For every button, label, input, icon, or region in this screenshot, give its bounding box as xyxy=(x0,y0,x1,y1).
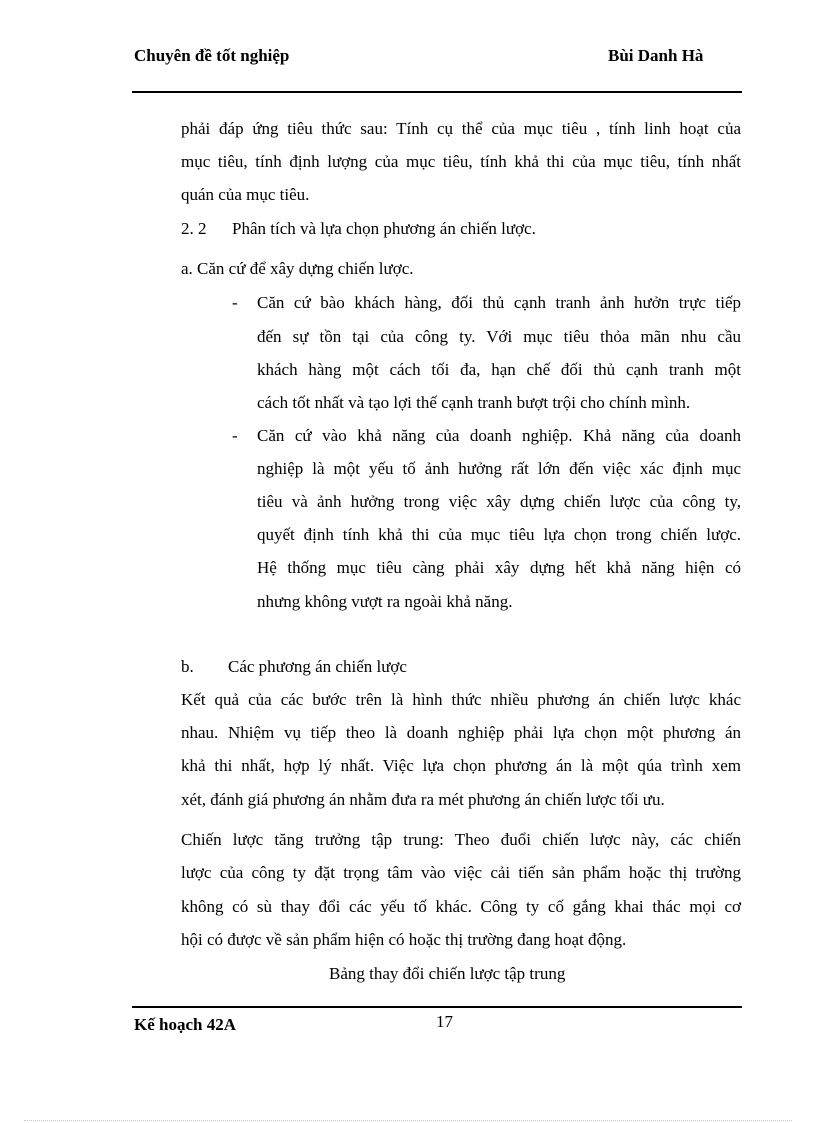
para-b-line-2: nhau. Nhiệm vụ tiếp theo là doanh nghiệp phải lựa chọn một phương án xyxy=(181,723,741,742)
subsection-b-title: Các phương án chiến lược xyxy=(228,657,407,676)
para-b-line-1: Kết quả của các bước trên là hình thức nhiều phương án chiến lược khác xyxy=(181,690,741,709)
bullet2-line-6: nhưng không vượt ra ngoài khả năng. xyxy=(257,592,513,611)
footer-rule xyxy=(132,1006,742,1008)
header-right: Bùi Danh Hà xyxy=(608,46,704,65)
page-edge-divider xyxy=(24,1120,792,1121)
header-rule xyxy=(132,91,742,93)
para-b-line-4: xét, đánh giá phương án nhằm đưa ra mét phương án chiến lược tối ưu. xyxy=(181,790,665,809)
para-b-line-3: khả thi nhất, hợp lý nhất. Việc lựa chọn phương án là một qúa trình xem xyxy=(181,756,741,775)
table-caption: Bảng thay đổi chiến lược tập trung xyxy=(329,964,566,983)
bullet1-line-1: Căn cứ bào khách hàng, đối thủ cạnh tranh ảnh hưởn trực tiếp xyxy=(257,293,741,312)
bullet1-line-4: cách tốt nhất và tạo lợi thế cạnh tranh bượt trội cho chính mình. xyxy=(257,393,691,412)
para-c-line-2: lược của công ty đặt trọng tâm vào việc cải tiến sản phẩm hoặc thị trường xyxy=(181,863,741,882)
para-c-line-3: không có sù thay đổi các yếu tố khác. Công ty cố gắng khai thác mọi cơ xyxy=(181,897,741,916)
intro-line-3: quán của mục tiêu. xyxy=(181,185,310,204)
para-c-line-1: Chiến lược tăng trưởng tập trung: Theo đuổi chiến lược này, các chiến xyxy=(181,830,741,849)
subsection-a-heading: a. Căn cứ để xây dựng chiến lược. xyxy=(181,259,414,278)
bullet2-line-3: tiêu và ảnh hưởng trong việc xây dựng chiến lược của công ty, xyxy=(257,492,741,511)
header-left: Chuyên đề tốt nghiệp xyxy=(134,46,290,65)
footer-left: Kế hoạch 42A xyxy=(134,1015,236,1034)
bullet2-line-2: nghiệp là một yếu tố ảnh hưởng rất lớn đến việc xác định mục xyxy=(257,459,741,478)
bullet1-line-3: khách hàng một cách tối đa, hạn chế đối thủ cạnh tranh một xyxy=(257,360,741,379)
bullet1-line-2: đến sự tồn tại của công ty. Với mục tiêu thỏa mãn nhu cầu xyxy=(257,327,741,346)
page-number: 17 xyxy=(436,1012,453,1031)
intro-line-1: phải đáp ứng tiêu thức sau: Tính cụ thể của mục tiêu , tính linh hoạt của xyxy=(181,119,741,138)
bullet2-line-5: Hệ thống mục tiêu càng phải xây dựng hết khả năng hiện có xyxy=(257,558,741,577)
bullet2-line-4: quyết định tính khả thi của mục tiêu lựa chọn trong chiến lược. xyxy=(257,525,741,544)
section-number: 2. 2 xyxy=(181,219,207,238)
subsection-b-letter: b. xyxy=(181,657,194,676)
bullet2-line-1: Căn cứ vào khả năng của doanh nghiệp. Khả năng của doanh xyxy=(257,426,741,445)
bullet-marker: - xyxy=(232,293,238,312)
section-title: Phân tích và lựa chọn phương án chiến lược. xyxy=(232,219,536,238)
intro-line-2: mục tiêu, tính định lượng của mục tiêu, tính khả thi của mục tiêu, tính nhất xyxy=(181,152,741,171)
para-c-line-4: hội có được về sản phẩm hiện có hoặc thị trường đang hoạt động. xyxy=(181,930,627,949)
bullet-marker: - xyxy=(232,426,238,445)
